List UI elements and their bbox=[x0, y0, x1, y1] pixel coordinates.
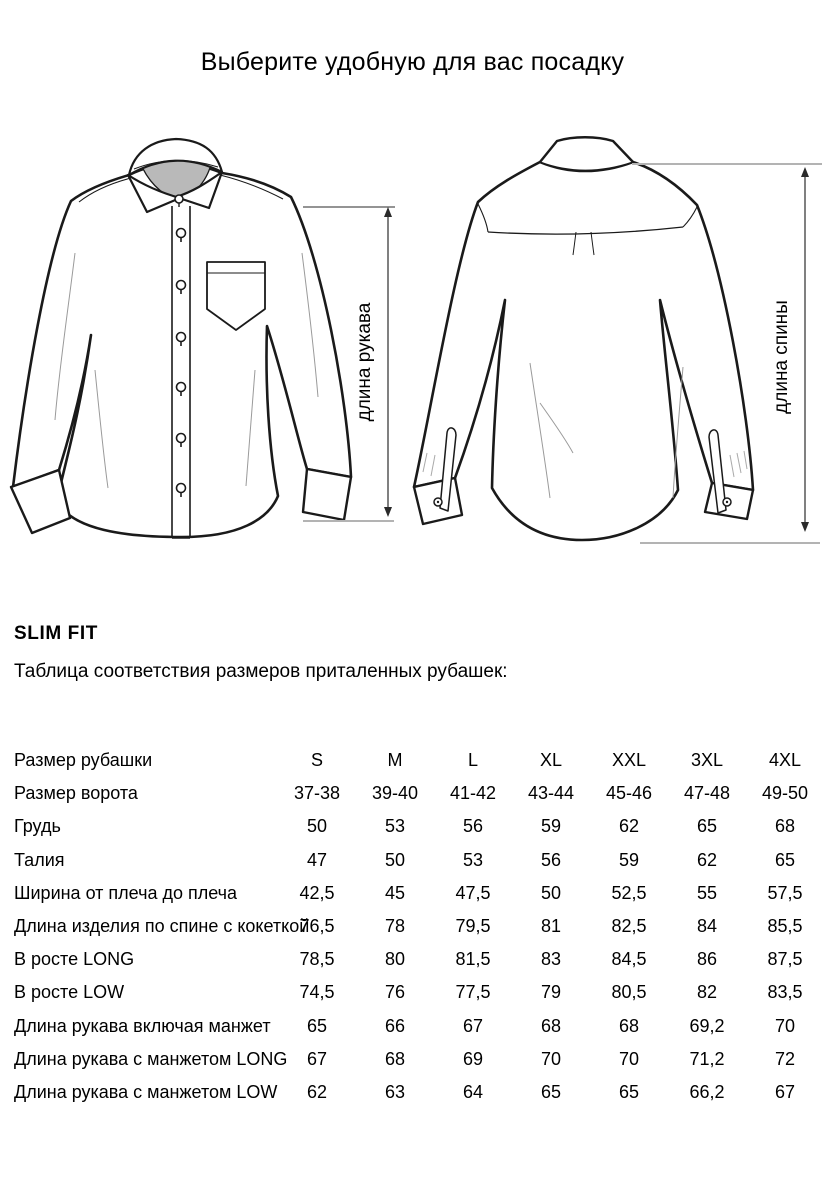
cell-value: 87,5 bbox=[767, 949, 803, 970]
cell-value: 68 bbox=[540, 1015, 562, 1036]
row-label: Длина рукава с манжетом LONG bbox=[14, 1048, 288, 1069]
front-shirt-illustration bbox=[0, 120, 405, 580]
table-row bbox=[0, 910, 825, 943]
table-row bbox=[0, 777, 825, 810]
cell-value: 67 bbox=[306, 1048, 328, 1069]
cell-value: 67 bbox=[774, 1081, 796, 1102]
cell-value: 68 bbox=[774, 816, 796, 837]
cell-value: 78,5 bbox=[299, 949, 335, 970]
cell-value: 69 bbox=[462, 1048, 484, 1069]
cell-value: 47,5 bbox=[455, 882, 491, 903]
sleeve-length-label: длина рукава bbox=[354, 302, 375, 422]
cell-value: 84,5 bbox=[611, 949, 647, 970]
back-length-label: длина спины bbox=[771, 300, 792, 414]
cell-value: 70 bbox=[774, 1015, 796, 1036]
cell-value: 65 bbox=[306, 1015, 328, 1036]
cell-value: 81 bbox=[540, 916, 562, 937]
cell-value: 84 bbox=[696, 916, 718, 937]
cell-value: 37-38 bbox=[293, 783, 341, 804]
cell-value: 4XL bbox=[768, 750, 802, 771]
cell-value: 83 bbox=[540, 949, 562, 970]
cell-value: XXL bbox=[611, 750, 647, 771]
cell-value: 85,5 bbox=[767, 916, 803, 937]
cell-value: 56 bbox=[462, 816, 484, 837]
table-row bbox=[0, 810, 825, 843]
cell-value: 42,5 bbox=[299, 882, 335, 903]
cell-value: 65 bbox=[540, 1081, 562, 1102]
table-row bbox=[0, 976, 825, 1009]
cell-value: 45-46 bbox=[605, 783, 653, 804]
page-title: Выберите удобную для вас посадку bbox=[200, 48, 625, 76]
cell-value: 86 bbox=[696, 949, 718, 970]
row-label: Размер рубашки bbox=[14, 750, 153, 771]
row-label: В росте LONG bbox=[14, 949, 135, 970]
front-shirt-body bbox=[13, 163, 351, 537]
cell-value: 70 bbox=[618, 1048, 640, 1069]
cell-value: XL bbox=[539, 750, 563, 771]
cell-value: 81,5 bbox=[455, 949, 491, 970]
cell-value: 59 bbox=[618, 849, 640, 870]
cell-value: 65 bbox=[618, 1081, 640, 1102]
table-row bbox=[0, 1043, 825, 1076]
cell-value: 72 bbox=[774, 1048, 796, 1069]
cell-value: 47 bbox=[306, 849, 328, 870]
cell-value: 80,5 bbox=[611, 982, 647, 1003]
cell-value: 43-44 bbox=[527, 783, 575, 804]
cell-value: 79,5 bbox=[455, 916, 491, 937]
table-row bbox=[0, 1076, 825, 1109]
back-shirt-illustration bbox=[405, 120, 825, 580]
back-shirt-body bbox=[414, 162, 753, 540]
table-row bbox=[0, 1010, 825, 1043]
cell-value: L bbox=[467, 750, 478, 771]
cell-value: 80 bbox=[384, 949, 406, 970]
cell-value: 76 bbox=[384, 982, 406, 1003]
cell-value: 79 bbox=[540, 982, 562, 1003]
cell-value: 65 bbox=[696, 816, 718, 837]
cell-value: 39-40 bbox=[371, 783, 419, 804]
cell-value: 66,2 bbox=[689, 1081, 725, 1102]
cell-value: 56 bbox=[540, 849, 562, 870]
cell-value: 74,5 bbox=[299, 982, 335, 1003]
cell-value: 68 bbox=[618, 1015, 640, 1036]
cell-value: 70 bbox=[540, 1048, 562, 1069]
cell-value: 50 bbox=[540, 882, 562, 903]
cell-value: 65 bbox=[774, 849, 796, 870]
cell-value: 62 bbox=[306, 1081, 328, 1102]
back-collar bbox=[540, 137, 633, 170]
table-row bbox=[0, 744, 825, 777]
cell-value: 69,2 bbox=[689, 1015, 725, 1036]
front-right-cuff bbox=[303, 469, 351, 520]
cell-value: 3XL bbox=[690, 750, 724, 771]
cell-value: 52,5 bbox=[611, 882, 647, 903]
cell-value: 45 bbox=[384, 882, 406, 903]
cell-value: 76,5 bbox=[299, 916, 335, 937]
cell-value: 62 bbox=[696, 849, 718, 870]
size-table bbox=[0, 744, 825, 1109]
cell-value: 55 bbox=[696, 882, 718, 903]
row-label: Длина рукава с манжетом LOW bbox=[14, 1081, 278, 1102]
row-label: Длина рукава включая манжет bbox=[14, 1015, 271, 1036]
section-subtitle: Таблица соответствия размеров приталенных рубашек: bbox=[14, 661, 508, 682]
row-label: Ширина от плеча до плеча bbox=[14, 882, 238, 903]
table-row bbox=[0, 844, 825, 877]
cell-value: 59 bbox=[540, 816, 562, 837]
cell-value: 64 bbox=[462, 1081, 484, 1102]
row-label: Грудь bbox=[14, 816, 61, 837]
cell-value: 71,2 bbox=[689, 1048, 725, 1069]
row-label: Длина изделия по спине с кокеткой bbox=[14, 916, 310, 937]
cell-value: 53 bbox=[462, 849, 484, 870]
row-label: Размер ворота bbox=[14, 783, 138, 804]
cell-value: 50 bbox=[384, 849, 406, 870]
cell-value: 47-48 bbox=[683, 783, 731, 804]
cell-value: 78 bbox=[384, 916, 406, 937]
cell-value: 77,5 bbox=[455, 982, 491, 1003]
cell-value: 82,5 bbox=[611, 916, 647, 937]
table-row bbox=[0, 943, 825, 976]
row-label: В росте LOW bbox=[14, 982, 125, 1003]
cell-value: 83,5 bbox=[767, 982, 803, 1003]
cell-value: 57,5 bbox=[767, 882, 803, 903]
cell-value: 41-42 bbox=[449, 783, 497, 804]
cell-value: 53 bbox=[384, 816, 406, 837]
cell-value: S bbox=[310, 750, 323, 771]
cell-value: 82 bbox=[696, 982, 718, 1003]
row-label: Талия bbox=[14, 849, 65, 870]
cell-value: 62 bbox=[618, 816, 640, 837]
cell-value: 50 bbox=[306, 816, 328, 837]
cell-value: 49-50 bbox=[761, 783, 809, 804]
cell-value: 63 bbox=[384, 1081, 406, 1102]
cell-value: 66 bbox=[384, 1015, 406, 1036]
cell-value: 68 bbox=[384, 1048, 406, 1069]
cell-value: 67 bbox=[462, 1015, 484, 1036]
cell-value: M bbox=[387, 750, 403, 771]
section-heading: SLIM FIT bbox=[14, 623, 98, 644]
table-row bbox=[0, 877, 825, 910]
